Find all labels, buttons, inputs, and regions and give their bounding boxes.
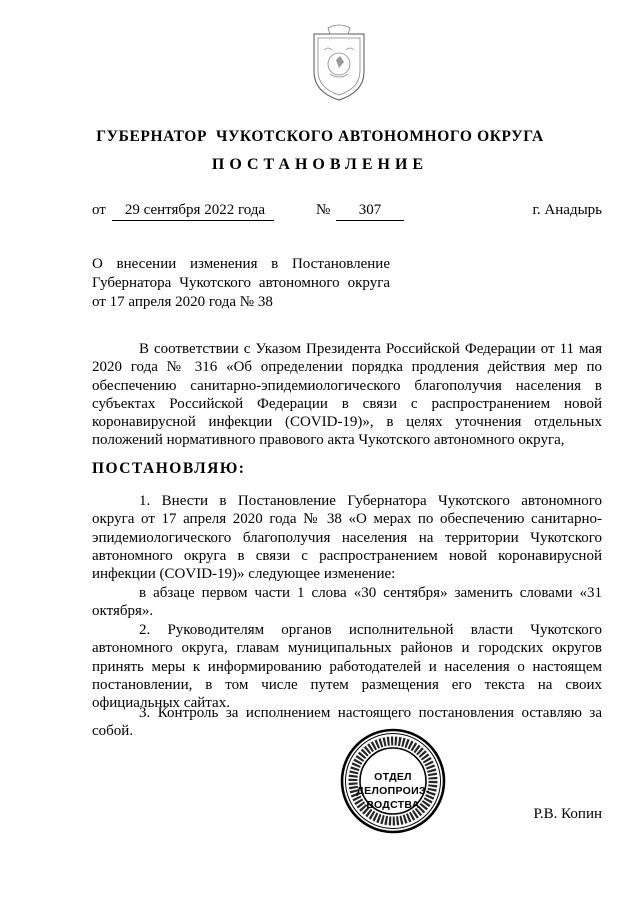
clause-1-amendment: в абзаце первом части 1 слова «30 сентября» заменить словами «31 октября». xyxy=(92,585,602,620)
resolve-heading: ПОСТАНОВЛЯЮ: xyxy=(92,460,246,477)
clause-1: 1. Внести в Постановление Губернатора Чукотского автономного округа от 17 апреля 2020 года № 38 «О мерах по обеспечению санитарно-эпидемиологического благополучия населения на территории Чукотского автономного округа в связи с распространением новой коронавирусной инфекции (COVID-19)» следующее изменение: xyxy=(92,493,602,583)
stamp-center-text xyxy=(340,770,446,812)
subject-line: от 17 апреля 2020 года № 38 xyxy=(92,294,273,310)
document-date: 29 сентября 2022 года xyxy=(124,202,266,218)
document-type: ПОСТАНОВЛЕНИЕ xyxy=(211,156,429,173)
stamp-line: ВОДСТВА xyxy=(366,799,420,811)
clause-2: 2. Руководителям органов исполнительной власти Чукотского автономного округа, главам муниципальных районов и городских округов принять меры к информированию работодателей и населения о настоящем постановлении, в том числе путем размещения его текста на своих официальных сайтах. xyxy=(92,622,602,712)
preamble-paragraph: В соответствии с Указом Президента Российской Федерации от 11 мая 2020 года № 316 «Об определении порядка продления действия мер по обеспечению санитарно-эпидемиологического благополучия населения в субъектах Российской Федерации в связи с распространением новой коронавирусной инфекции (COVID-19)», в целях уточнения отдельных положений нормативного правового акта Чукотского автономного округа, xyxy=(92,341,602,449)
subject-line: О внесении изменения в Постановление xyxy=(92,256,390,272)
coat-of-arms-icon xyxy=(306,20,372,104)
stamp-line: ОТДЕЛ xyxy=(374,771,412,783)
date-underline xyxy=(112,220,274,221)
clause-3: 3. Контроль за исполнением настоящего постановления оставляю за собой. xyxy=(92,705,602,740)
city: г. Анадырь xyxy=(532,202,602,218)
document-number: 307 xyxy=(358,202,382,218)
issuing-authority: ГУБЕРНАТОР ЧУКОТСКОГО АВТОНОМНОГО ОКРУГА xyxy=(96,128,544,145)
signer-name: Р.В. Копин xyxy=(533,806,602,822)
subject-line: Губернатора Чукотского автономного округа xyxy=(92,275,390,291)
number-underline xyxy=(336,220,404,221)
stamp-line: ДЕЛОПРОИЗ- xyxy=(356,785,430,797)
document-subject xyxy=(92,255,390,312)
dateline xyxy=(92,202,602,222)
date-from-label: от xyxy=(92,202,106,218)
number-label: № xyxy=(316,202,331,218)
